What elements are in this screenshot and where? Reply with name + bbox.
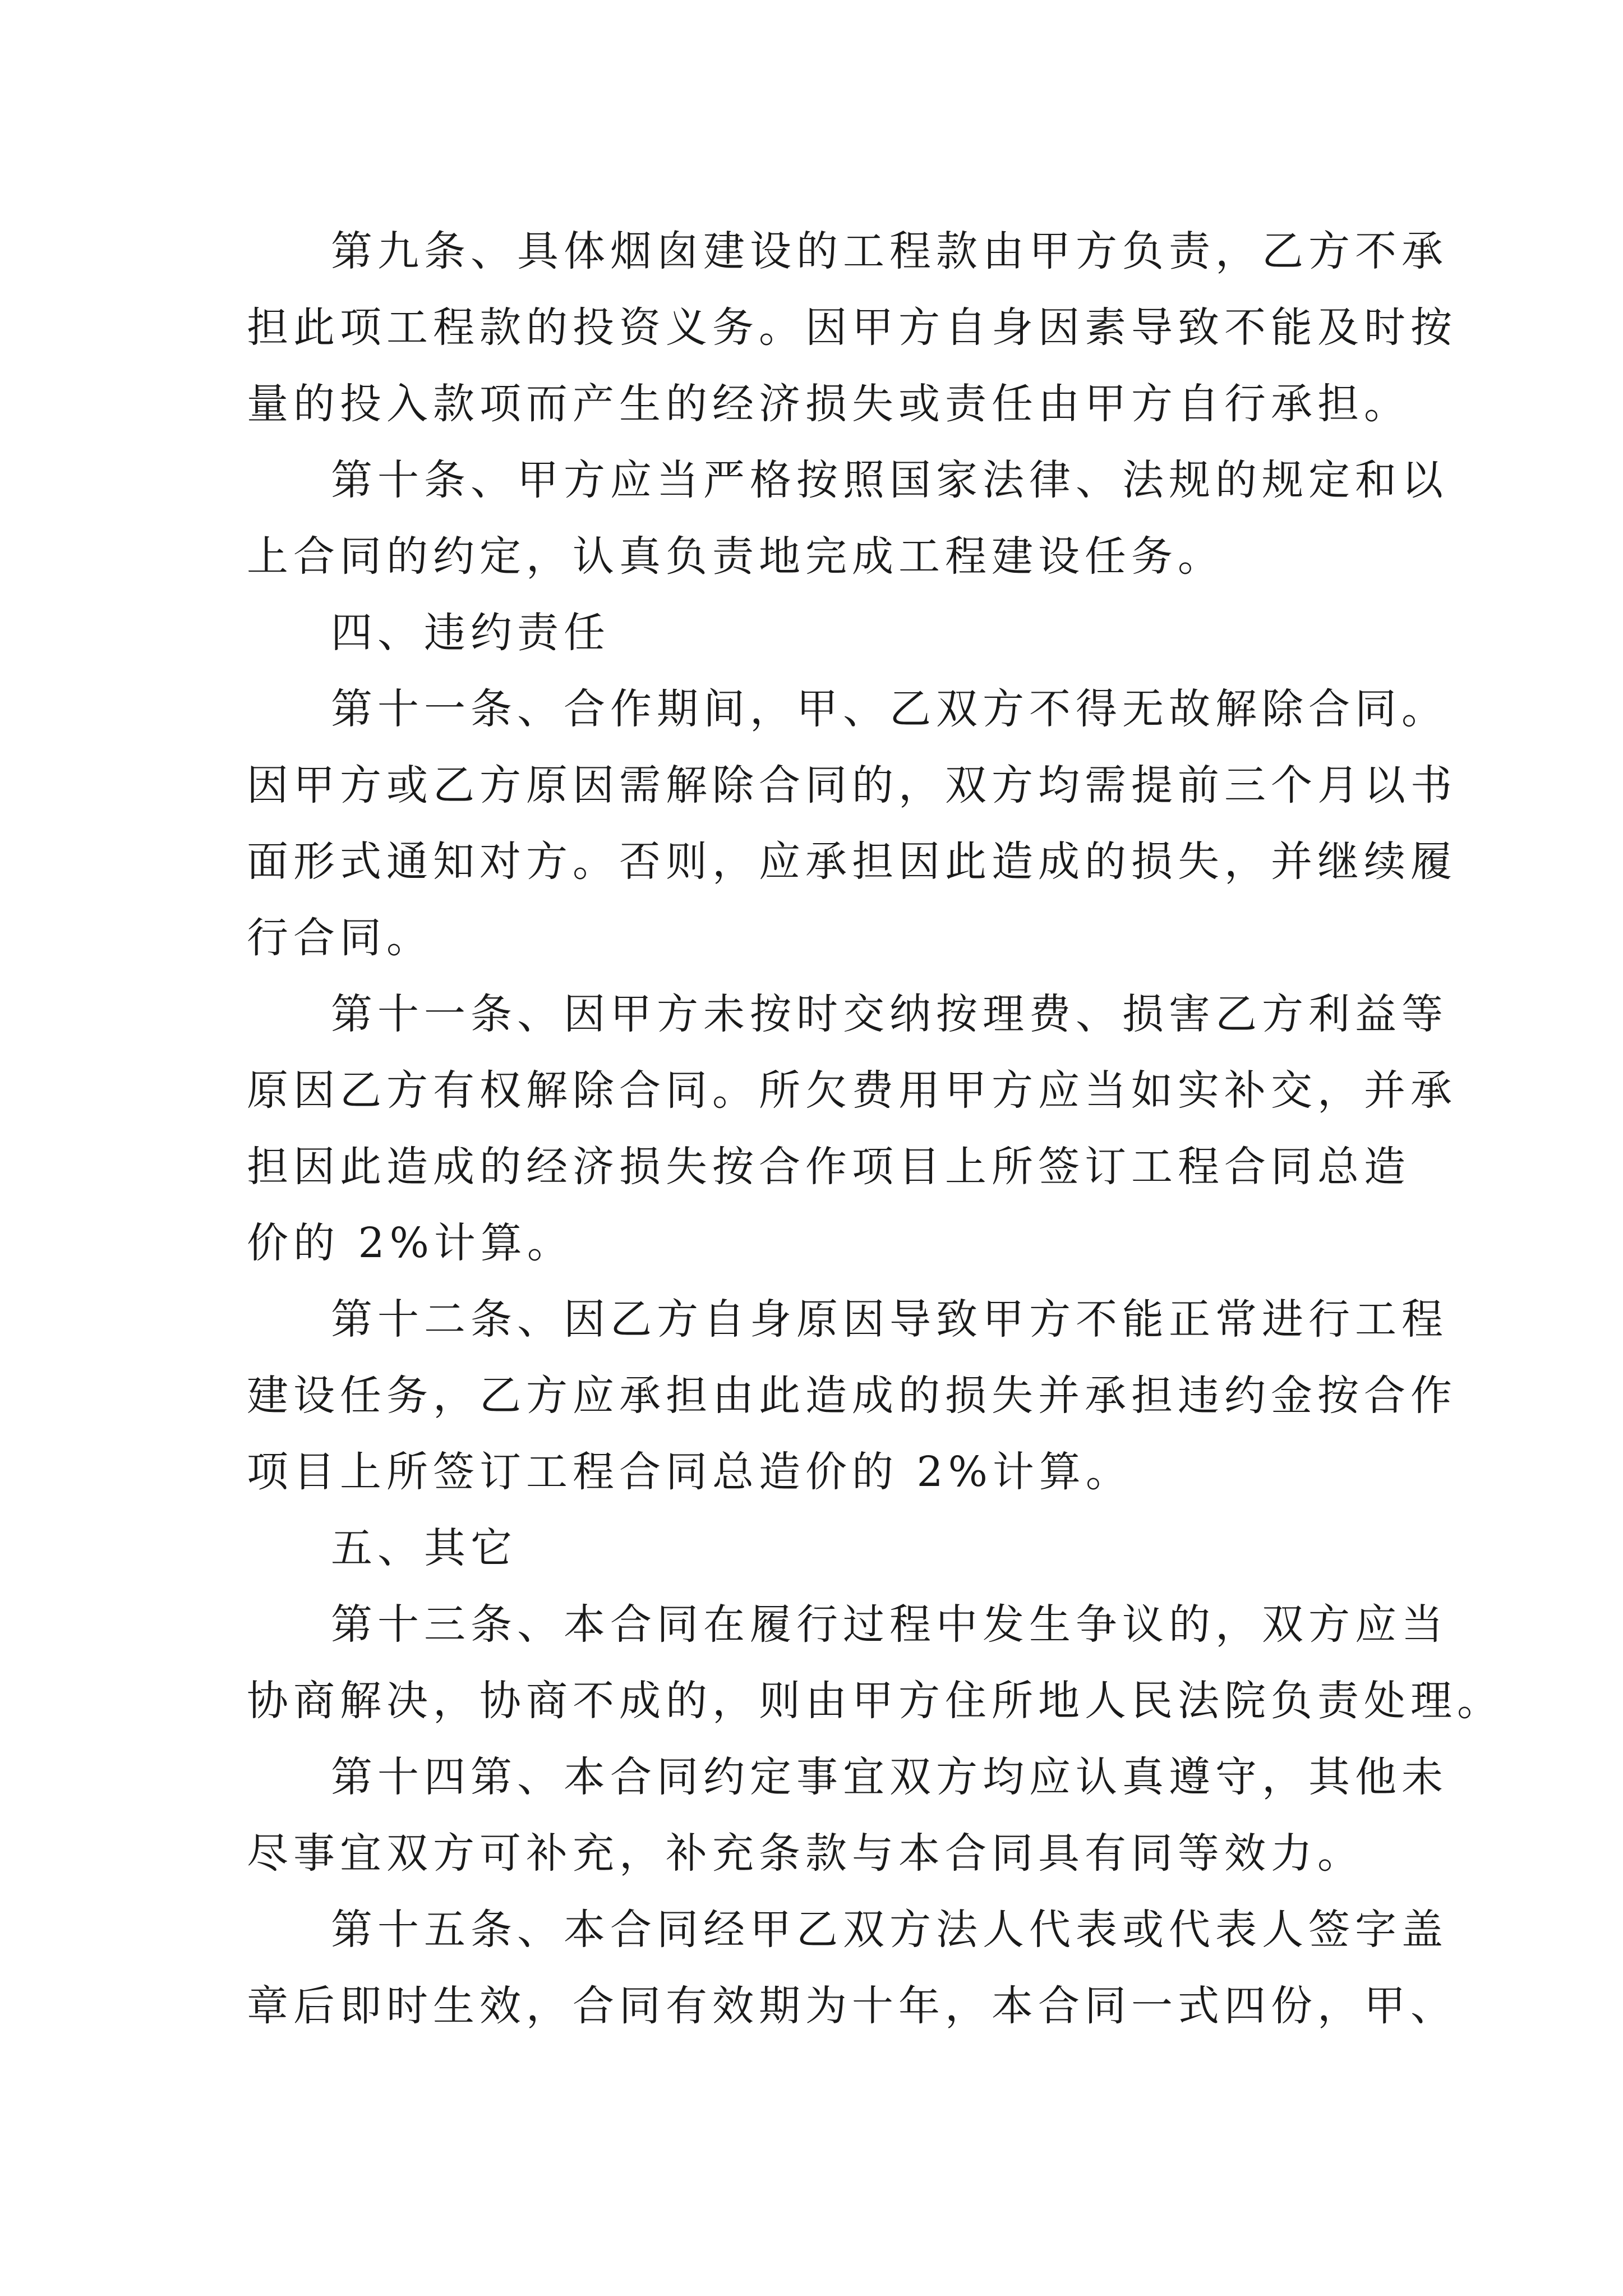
text-line: 因甲方或乙方原因需解除合同的，双方均需提前三个月以书 — [247, 761, 1457, 809]
text-line: 价的 2%计算。 — [247, 1219, 574, 1267]
text-line: 上合同的约定，认真负责地完成工程建设任务。 — [247, 532, 1224, 581]
text-line: 面形式通知对方。否则，应承担因此造成的损失，并继续履 — [247, 838, 1457, 886]
text-line: 第十五条、本合同经甲乙双方法人代表或代表人签字盖 — [331, 1906, 1448, 1954]
text-line: 担此项工程款的投资义务。因甲方自身因素导致不能及时按 — [247, 303, 1457, 352]
text-line: 第十二条、因乙方自身原因导致甲方不能正常进行工程 — [331, 1295, 1448, 1343]
text-line: 第十条、甲方应当严格按照国家法律、法规的规定和以 — [331, 456, 1448, 504]
text-line: 原因乙方有权解除合同。所欠费用甲方应当如实补交，并承 — [247, 1066, 1457, 1115]
text-line: 第十一条、合作期间，甲、乙双方不得无故解除合同。 — [331, 685, 1448, 733]
text-line: 协商解决，协商不成的，则由甲方住所地人民法院负责处理。 — [247, 1677, 1504, 1725]
text-line: 第十四第、本合同约定事宜双方均应认真遵守，其他未 — [331, 1753, 1448, 1801]
text-line: 行合同。 — [247, 914, 433, 962]
text-line: 担因此造成的经济损失按合作项目上所签订工程合同总造 — [247, 1143, 1410, 1191]
text-line: 第十三条、本合同在履行过程中发生争议的，双方应当 — [331, 1600, 1448, 1649]
text-line: 项目上所签订工程合同总造价的 2%计算。 — [247, 1448, 1132, 1496]
section-heading: 四、违约责任 — [331, 609, 610, 657]
text-line: 第九条、具体烟囱建设的工程款由甲方负责，乙方不承 — [331, 227, 1448, 275]
contract-text-body — [247, 213, 1504, 2044]
text-line: 尽事宜双方可补充，补充条款与本合同具有同等效力。 — [247, 1829, 1364, 1878]
text-line: 量的投入款项而产生的经济损失或责任由甲方自行承担。 — [247, 380, 1410, 428]
text-line: 章后即时生效，合同有效期为十年，本合同一式四份，甲、 — [247, 1982, 1457, 2030]
text-line: 第十一条、因甲方未按时交纳按理费、损害乙方利益等 — [331, 990, 1448, 1038]
text-line: 建设任务，乙方应承担由此造成的损失并承担违约金按合作 — [247, 1372, 1457, 1420]
section-heading: 五、其它 — [331, 1524, 517, 1572]
